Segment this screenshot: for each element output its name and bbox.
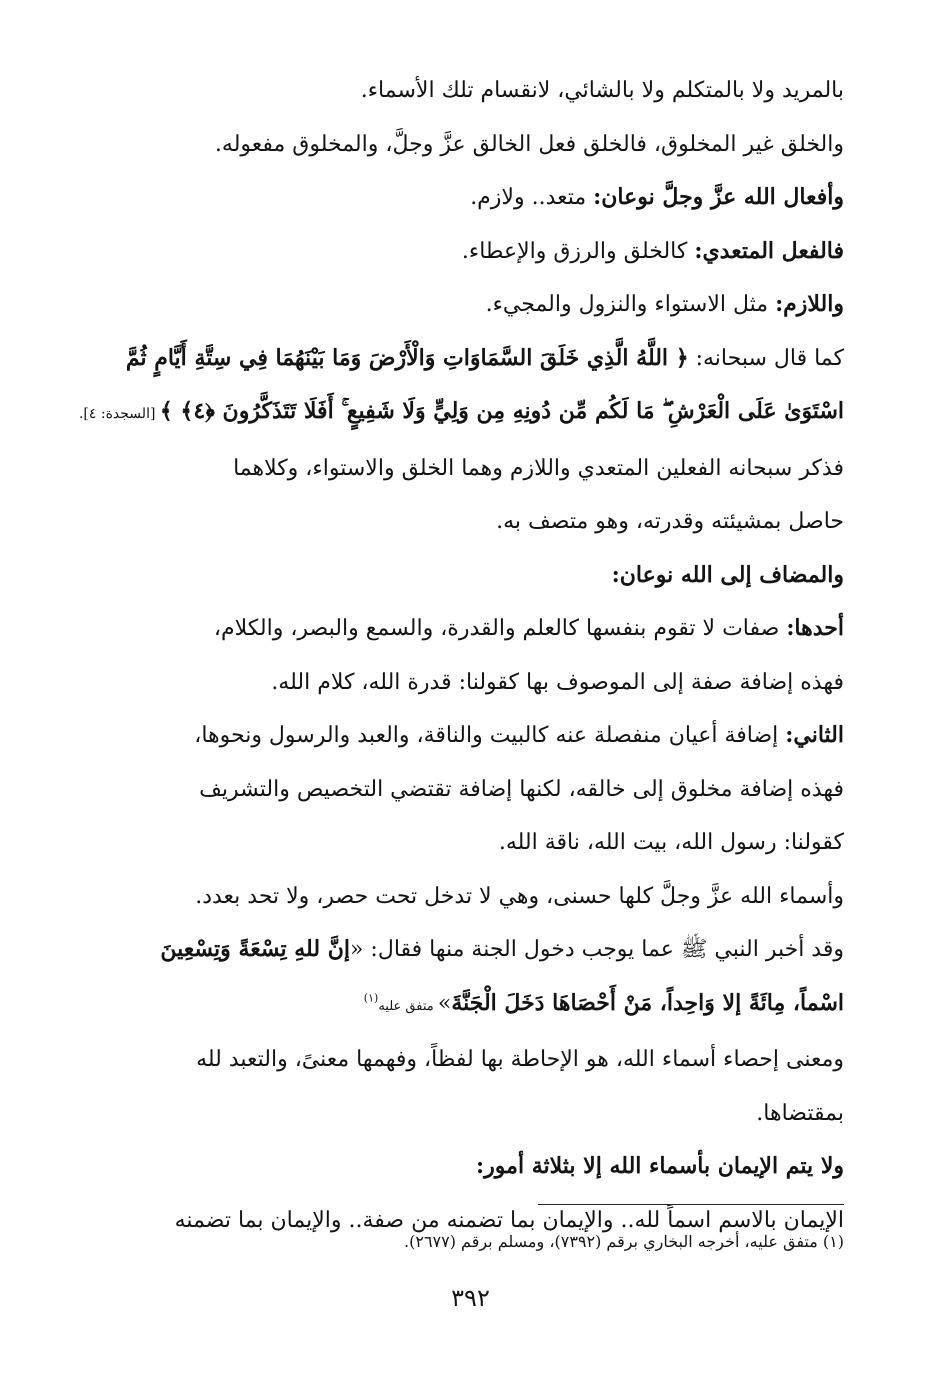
heading-run: وأفعال الله عزَّ وجلَّ نوعان: (593, 184, 844, 210)
text-line: وأسماء الله عزَّ وجلَّ كلها حسنى، وهي لا تدخل تحت حصر، ولا تحد بعدد. (195, 883, 844, 909)
text-run: وقد أخبر النبي ﷺ عما يوجب دخول الجنة منها فقال: « (349, 937, 844, 962)
text-run: مثل الاستواء والنزول والمجيء. (485, 292, 776, 317)
quran-verse-line (62, 385, 844, 442)
footnote-divider (538, 1204, 844, 1205)
text-line: والخلق غير المخلوق، فالخلق فعل الخالق عزَّ وجلَّ، والمخلوق مفعوله. (214, 131, 844, 157)
text-line: بمقتضاها. (756, 1100, 844, 1126)
heading-run: فالفعل المتعدي: (694, 237, 844, 264)
text-line: فهذه إضافة مخلوق إلى خالقه، لكنها إضافة تقتضي التخصيص والتشريف (199, 776, 844, 802)
text-line: فذكر سبحانه الفعلين المتعدي واللازم وهما الخلق والاستواء، وكلاهما (233, 455, 844, 481)
hadith-grading: متفق عليه (378, 998, 438, 1014)
text-line (62, 602, 844, 656)
hadith-line (62, 977, 844, 1034)
text-run: كالخلق والرزق والإعطاء. (461, 238, 695, 264)
quran-verse: ﴿ اللَّهُ الَّذِي خَلَقَ السَّمَاوَاتِ وَالْأَرْضَ وَمَا بَيْنَهُمَا فِي سِتَّةِ أَيَّامٍ ثُمَّ (125, 344, 689, 371)
quran-verse: اسْتَوَىٰ عَلَى الْعَرْشِ ۖ مَا لَكُم مِّن دُونِهِ مِن وَلِيٍّ وَلَا شَفِيعٍ ۚ أَفَلَا تَتَذَكَّرُونَ ﴿٤﴾ ﴾ (159, 398, 844, 424)
text-run: صفات لا تقوم بنفسها كالعلم والقدرة، والسمع والبصر، والكلام، (213, 616, 787, 641)
text-line: الإيمان بالاسم اسماً لله.. والإيمان بما تضمنه من صفة.. والإيمان بما تضمنه (174, 1207, 844, 1233)
text-line: ومعنى إحصاء أسماء الله، هو الإحاطة بها لفظاً، وفهمها معنىً، والتعبد لله (196, 1047, 844, 1072)
heading-run: أحدها: (786, 615, 844, 641)
page-number: ٣٩٢ (451, 1284, 490, 1312)
hadith-text: إنَّ للهِ تِسْعَةً وَتِسْعِينَ (160, 936, 350, 962)
heading-run: الثاني: (785, 722, 844, 748)
text-run: كما قال سبحانه: (688, 345, 844, 371)
text-run: متعد.. ولازم. (470, 185, 594, 210)
text-run: » (437, 990, 452, 1016)
section-heading: ولا يتم الإيمان بأسماء الله إلا بثلاثة أمور: (476, 1153, 844, 1179)
text-run: إضافة أعيان منفصلة عنه كالبيت والناقة، والعبد والرسول ونحوها، (194, 723, 786, 748)
hadith-text: اسْماً، مِائَةً إلا وَاحِداً، مَنْ أَحْصَاهَا دَخَلَ الْجَنَّةَ (451, 989, 844, 1016)
quran-verse-line (62, 332, 844, 386)
text-line: بالمريد ولا بالمتكلم ولا بالشائي، لانقسام تلك الأسماء. (360, 78, 844, 103)
text-line (62, 278, 844, 332)
text-line: فهذه إضافة صفة إلى الموصوف بها كقولنا: قدرة الله، كلام الله. (271, 669, 844, 695)
text-line: حاصل بمشيئته وقدرته، وهو متصف به. (496, 509, 844, 534)
verse-reference: [السجدة: ٤]. (78, 406, 160, 422)
hadith-line (62, 923, 844, 977)
text-line (62, 709, 844, 763)
section-heading: والمضاف إلى الله نوعان: (611, 561, 844, 588)
heading-run: واللازم: (775, 291, 844, 317)
footnote-marker: (١) (363, 991, 379, 1005)
text-line (62, 171, 844, 225)
footnote: (١) متفق عليه، أخرجه البخاري برقم (٧٣٩٢)، ومسلم برقم (٢٦٧٧). (404, 1232, 844, 1251)
text-line (62, 225, 844, 279)
body-text (62, 64, 844, 1247)
text-line: كقولنا: رسول الله، بيت الله، ناقة الله. (498, 830, 844, 855)
